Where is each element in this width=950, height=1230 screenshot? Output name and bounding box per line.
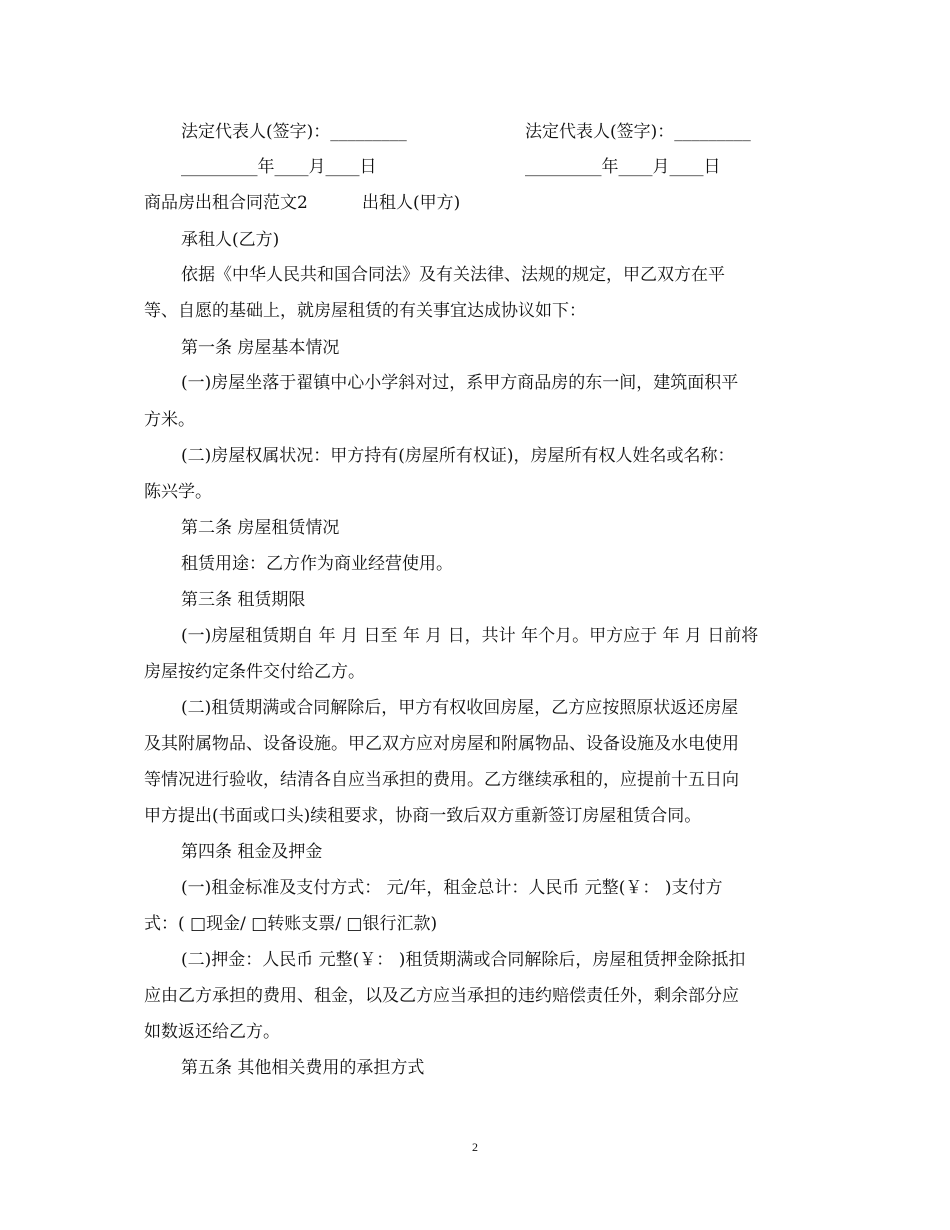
article-4-title: 第四条 租金及押金 (181, 842, 323, 862)
contract-heading: 商品房出租合同范文2 (144, 193, 308, 213)
article-1-paragraph-line: (一)房屋坐落于翟镇中心小学斜对过，系甲方商品房的东一间，建筑面积平 (181, 373, 739, 393)
article-3-paragraph-line: 等情况进行验收，结清各自应当承担的费用。乙方继续承租的，应提前十五日向 (144, 770, 739, 790)
lessor-signature-date: _________年____月____日 (181, 157, 377, 177)
page-number: 2 (472, 1140, 478, 1154)
article-4-paragraph-line: 式：( □现金/ □转账支票/ □银行汇款) (144, 914, 438, 934)
article-3-paragraph-line: 及其附属物品、设备设施。甲乙双方应对房屋和附属物品、设备设施及水电使用 (144, 734, 739, 754)
article-4-paragraph-line: (一)租金标准及支付方式： 元/年，租金总计：人民币 元整(￥： )支付方 (181, 878, 723, 898)
article-4-paragraph-line: (二)押金：人民币 元整(￥： )租赁期满或合同解除后，房屋租赁押金除抵扣 (181, 950, 746, 970)
lessor-signature-label: 法定代表人(签字)：_________ (181, 122, 407, 142)
article-3-paragraph-line: 房屋按约定条件交付给乙方。 (144, 662, 365, 682)
lessee-signature-label: 法定代表人(签字)：_________ (525, 122, 751, 142)
article-5-title: 第五条 其他相关费用的承担方式 (181, 1058, 425, 1078)
article-1-paragraph-line: 陈兴学。 (144, 482, 212, 502)
article-3-title: 第三条 租赁期限 (181, 590, 306, 610)
article-4-paragraph-line: 应由乙方承担的费用、租金，以及乙方应当承担的违约赔偿责任外，剩余部分应 (144, 986, 739, 1006)
lessor-party-label: 出租人(甲方) (362, 193, 461, 213)
article-4-paragraph-line: 如数返还给乙方。 (144, 1022, 280, 1042)
article-3-paragraph-line: (二)租赁期满或合同解除后，甲方有权收回房屋，乙方应按照原状返还房屋 (181, 698, 739, 718)
article-2-paragraph: 租赁用途：乙方作为商业经营使用。 (181, 554, 453, 574)
article-3-paragraph-line: (一)房屋租赁期自 年 月 日至 年 月 日，共计 年个月。甲方应于 年 月 日前将 (181, 626, 759, 646)
article-1-title: 第一条 房屋基本情况 (181, 338, 340, 358)
article-1-paragraph-line: 方米。 (144, 410, 195, 430)
lessee-party-label: 承租人(乙方) (181, 230, 280, 250)
preamble-line: 依据《中华人民共和国合同法》及有关法律、法规的规定，甲乙双方在平 (181, 265, 725, 285)
article-2-title: 第二条 房屋租赁情况 (181, 518, 340, 538)
article-1-paragraph-line: (二)房屋权属状况：甲方持有(房屋所有权证)，房屋所有权人姓名或名称： (181, 446, 735, 466)
preamble-line: 等、自愿的基础上，就房屋租赁的有关事宜达成协议如下： (144, 301, 586, 321)
article-3-paragraph-line: 甲方提出(书面或口头)续租要求，协商一致后双方重新签订房屋租赁合同。 (144, 806, 702, 826)
lessee-signature-date: _________年____月____日 (525, 157, 721, 177)
